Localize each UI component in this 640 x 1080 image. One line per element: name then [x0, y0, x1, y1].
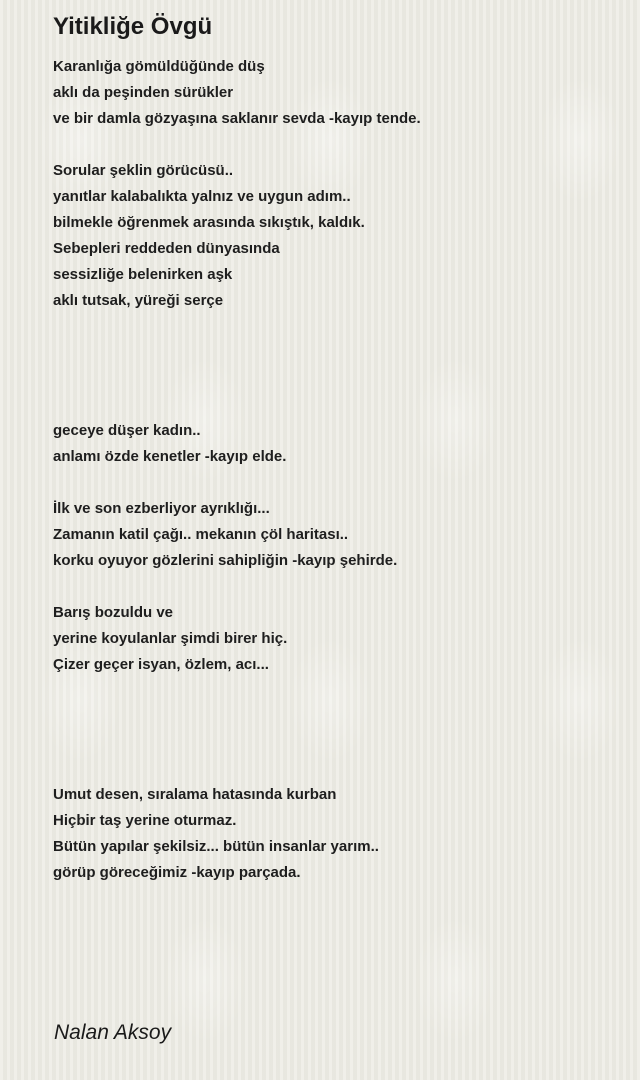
- stanza-6: [53, 782, 613, 886]
- poem-line: İlk ve son ezberliyor ayrıklığı...: [53, 500, 270, 517]
- stanza-3: [53, 418, 613, 470]
- poem-line: Hiçbir taş yerine oturmaz.: [53, 812, 237, 829]
- stanza-spacer: [53, 470, 613, 496]
- stanza-5: [53, 600, 613, 678]
- stanza-1: [53, 54, 613, 132]
- poem-line: Sorular şeklin görücüsü..: [53, 162, 234, 179]
- poem-line: Sebepleri reddeden dünyasında: [53, 240, 280, 257]
- poem-line: bilmekle öğrenmek arasında sıkıştık, kaldık.: [53, 214, 365, 231]
- poem: [53, 10, 613, 886]
- poem-line: Çizer geçer isyan, özlem, acı...: [53, 656, 269, 673]
- poem-body: [53, 54, 613, 886]
- poem-line: aklı tutsak, yüreği serçe: [53, 292, 224, 309]
- poem-line: Karanlığa gömüldüğünde düş: [53, 58, 265, 75]
- poem-line: yanıtlar kalabalıkta yalnız ve uygun adım..: [53, 188, 351, 205]
- poem-line: görüp göreceğimiz -kayıp parçada.: [53, 864, 301, 881]
- stanza-4: [53, 496, 613, 574]
- poem-line: geceye düşer kadın..: [53, 422, 201, 439]
- poem-line: ve bir damla gözyaşına saklanır sevda -kayıp tende.: [53, 110, 421, 127]
- poem-line: Zamanın katil çağı.. mekanın çöl haritası..: [53, 526, 349, 543]
- stanza-2: [53, 158, 613, 314]
- poem-line: aklı da peşinden sürükler: [53, 84, 234, 101]
- poem-line: yerine koyulanlar şimdi birer hiç.: [53, 630, 288, 647]
- poem-title: Yitikliğe Övgü: [53, 13, 213, 40]
- stanza-spacer: [53, 314, 613, 418]
- poem-line: Umut desen, sıralama hatasında kurban: [53, 786, 337, 803]
- poem-line: Bütün yapılar şekilsiz... bütün insanlar yarım..: [53, 838, 379, 855]
- stanza-spacer: [53, 132, 613, 158]
- poem-line: Barış bozuldu ve: [53, 604, 174, 621]
- poem-line: korku oyuyor gözlerini sahipliğin -kayıp şehirde.: [53, 552, 398, 569]
- stanza-spacer: [53, 678, 613, 782]
- stanza-spacer: [53, 574, 613, 600]
- poem-line: anlamı özde kenetler -kayıp elde.: [53, 448, 287, 465]
- poem-line: sessizliğe belenirken aşk: [53, 266, 233, 283]
- poem-author: Nalan Aksoy: [54, 1021, 172, 1044]
